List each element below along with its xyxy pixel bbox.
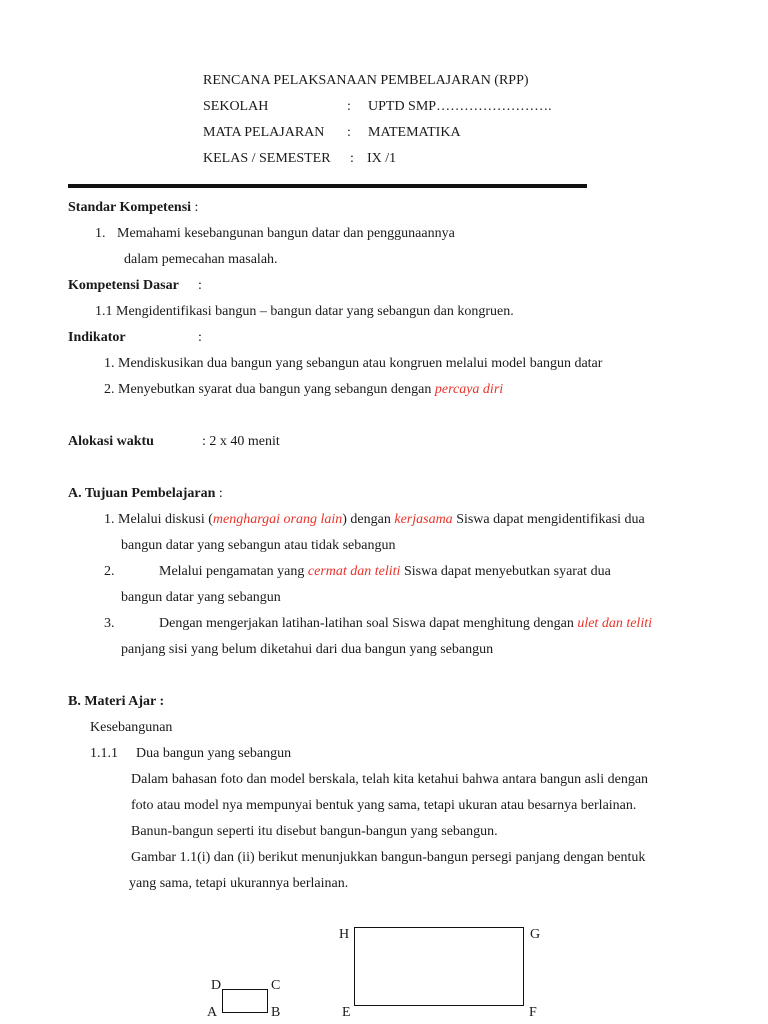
materi-paragraph-line: yang sama, tetapi ukurannya berlainan. [129,876,349,891]
header-sep: : [347,99,351,114]
document-title: RENCANA PELAKSANAAN PEMBELAJARAN (RPP) [203,73,529,88]
kd-heading: Kompetensi Dasar [68,278,179,293]
materi-paragraph-line: Gambar 1.1(i) dan (ii) berikut menunjukkan bangun-bangun persegi panjang dengan bentuk [131,850,646,865]
sk-item-line1: Memahami kesebangunan bangun datar dan penggunaannya [117,226,455,241]
header-value-kelas: IX /1 [367,151,397,166]
indikator-heading: Indikator [68,330,126,345]
header-value-mapel: MATEMATIKA [368,125,461,140]
tujuan-item-3-text: Dengan mengerjakan latihan-latihan soal Siswa dapat menghitung dengan [159,616,578,631]
tujuan-item-1-text: ) dengan [342,512,395,527]
materi-paragraph-line: Banun-bangun seperti itu disebut bangun-bangun yang sebangun. [131,824,498,839]
tujuan-item-1-highlight: kerjasama [394,512,453,527]
tujuan-item-2-num: 2. [104,564,115,579]
tujuan-item-1 [104,511,645,529]
sk-heading: Standar Kompetensi [68,200,192,215]
vertex-label-h: H [339,927,350,942]
sk-item-num: 1. [95,226,106,241]
materi-paragraph-line: Dalam bahasan foto dan model berskala, telah kita ketahui bahwa antara bangun asli dengan [131,772,649,787]
tujuan-item-3-line2: panjang sisi yang belum diketahui dari dua bangun yang sebangun [121,642,494,657]
indikator-colon: : [198,330,202,345]
tujuan-heading: A. Tujuan Pembelajaran [68,486,216,501]
tujuan-item-3-highlight: ulet dan teliti [577,616,652,631]
tujuan-item-3-num: 3. [104,616,115,631]
header-divider [68,184,587,188]
sk-colon: : [194,200,199,215]
indikator-item-2-highlight: percaya diri [434,382,504,397]
header-sep: : [347,125,351,140]
tujuan-item-1-text: Siswa dapat mengidentifikasi dua [452,512,645,527]
kd-item: 1.1 Mengidentifikasi bangun – bangun datar yang sebangun dan kongruen. [95,304,514,319]
sk-item-line2: dalam pemecahan masalah. [124,252,278,267]
header-value-sekolah: UPTD SMP……………………. [368,99,552,114]
tujuan-item-3 [159,615,652,633]
indikator-item-2 [104,381,503,399]
indikator-item-2-text: 2. Menyebutkan syarat dua bangun yang sebangun dengan [104,382,435,397]
tujuan-item-2-highlight: cermat dan teliti [307,564,401,579]
kd-colon: : [198,278,202,293]
materi-sub-title: Dua bangun yang sebangun [136,746,292,761]
tujuan-colon: : [215,486,223,501]
alokasi-value: : 2 x 40 menit [202,434,280,449]
tujuan-item-1-line2: bangun datar yang sebangun atau tidak sebangun [121,538,396,553]
header-label-kelas: KELAS / SEMESTER [203,151,331,166]
vertex-label-e: E [342,1005,351,1020]
vertex-label-d: D [211,978,222,993]
tujuan-item-1-highlight: menghargai orang lain [212,512,343,527]
vertex-label-c: C [271,978,281,993]
header-label-mapel: MATA PELAJARAN [203,125,325,140]
materi-sub-num: 1.1.1 [90,746,118,761]
materi-topic: Kesebangunan [90,720,173,735]
vertex-label-f: F [529,1005,537,1020]
large-rectangle [354,927,524,1006]
tujuan-section [68,485,223,503]
tujuan-item-1-text: 1. Melalui diskusi ( [104,512,213,527]
tujuan-item-2 [159,563,611,581]
vertex-label-a: A [207,1005,218,1020]
materi-heading: B. Materi Ajar : [68,694,165,709]
header-label-sekolah: SEKOLAH [203,99,269,114]
alokasi-heading: Alokasi waktu [68,434,154,449]
header-sep: : [350,151,354,166]
tujuan-item-2-line2: bangun datar yang sebangun [121,590,281,605]
sk-section [68,199,198,217]
vertex-label-g: G [530,927,541,942]
tujuan-item-2-text: Siswa dapat menyebutkan syarat dua [400,564,611,579]
tujuan-item-2-text: Melalui pengamatan yang [159,564,308,579]
materi-paragraph-line: foto atau model nya mempunyai bentuk yang sama, tetapi ukuran atau besarnya berlainan. [131,798,637,813]
indikator-item-1: 1. Mendiskusikan dua bangun yang sebangun atau kongruen melalui model bangun datar [104,356,603,371]
vertex-label-b: B [271,1005,281,1020]
small-rectangle [222,989,268,1013]
